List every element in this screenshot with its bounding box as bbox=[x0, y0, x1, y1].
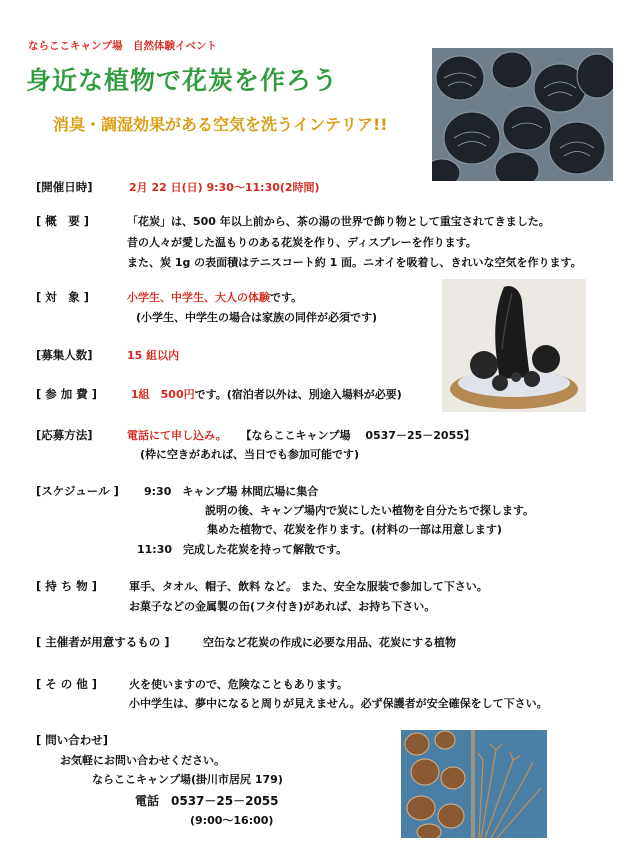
fee-value bbox=[131, 386, 402, 402]
other-label: [ そ の 他 ] bbox=[36, 677, 98, 691]
provided-value: 空缶など花炭の作成に必要な用品、花炭にする植物 bbox=[203, 636, 456, 649]
pinecone-charcoal-photo bbox=[432, 48, 613, 181]
target-label: [ 対 象 ] bbox=[36, 290, 90, 304]
items-line-1: 軍手、タオル、帽子、飲料 など。 また、安全な服装で参加して下さい。 bbox=[129, 580, 488, 593]
inquiry-hours: (9:00～16:00) bbox=[190, 814, 274, 827]
fee-suffix: です。(宿泊者以外は、別途入場料が必要) bbox=[194, 388, 402, 401]
schedule-line-4: 11:30 完成した花炭を持って解散です。 bbox=[137, 543, 348, 556]
fee-label: [ 参 加 費 ] bbox=[36, 387, 98, 401]
page-subtitle: 消臭・調湿効果がある空気を洗うインテリア!! bbox=[53, 115, 388, 134]
dried-plants-photo bbox=[401, 730, 547, 838]
page-title: 身近な植物で花炭を作ろう bbox=[26, 66, 339, 95]
event-header: ならここキャンプ場 自然体験イベント bbox=[28, 40, 217, 52]
items-line-2: お菓子などの金属製の缶(フタ付き)があれば、お持ち下さい。 bbox=[129, 600, 436, 613]
inquiry-phone: 電話 0537－25－2055 bbox=[135, 794, 279, 808]
date-value: 2月 22 日(日) 9:30～11:30(2時間) bbox=[129, 181, 320, 194]
fee-highlight: 1組 500円 bbox=[131, 388, 195, 401]
target-note: (小学生、中学生の場合は家族の同伴が必須です) bbox=[136, 311, 378, 324]
apply-value bbox=[127, 427, 475, 443]
other-line-2: 小中学生は、夢中になると周りが見えません。必ず保護者が安全確保をして下さい。 bbox=[129, 697, 548, 710]
schedule-label: [スケジュール ] bbox=[36, 484, 119, 498]
overview-label: [ 概 要 ] bbox=[36, 214, 90, 228]
overview-line-2: 昔の人々が愛した温もりのある花炭を作り、ディスプレーを作ります。 bbox=[127, 236, 477, 249]
inquiry-label: [ 問い合わせ] bbox=[36, 733, 109, 747]
schedule-line-1: 9:30 キャンプ場 林間広場に集合 bbox=[144, 485, 319, 498]
date-label: [開催日時] bbox=[36, 180, 93, 194]
schedule-line-2: 説明の後、キャンプ場内で炭にしたい植物を自分たちで探します。 bbox=[205, 504, 535, 517]
apply-label: [応募方法] bbox=[36, 428, 93, 442]
inquiry-line-1: お気軽にお問い合わせください。 bbox=[60, 754, 225, 767]
apply-contact: 【ならここキャンプ場 0537－25－2055】 bbox=[240, 429, 475, 442]
charcoal-arrangement-photo bbox=[442, 279, 586, 412]
target-highlight: 小学生、中学生、大人の体験 bbox=[127, 291, 270, 304]
inquiry-line-2: ならここキャンプ場(掛川市居尻 179) bbox=[92, 773, 283, 786]
capacity-label: [募集人数] bbox=[36, 348, 93, 362]
apply-note: (枠に空きがあれば、当日でも参加可能です) bbox=[140, 448, 360, 461]
provided-label: [ 主催者が用意するもの ] bbox=[36, 635, 170, 649]
items-label: [ 持 ち 物 ] bbox=[36, 579, 98, 593]
overview-line-1: 「花炭」は、500 年以上前から、茶の湯の世界で飾り物として重宝されてきました。 bbox=[127, 215, 550, 228]
other-line-1: 火を使いますので、危険なこともあります。 bbox=[129, 678, 348, 691]
capacity-value: 15 組以内 bbox=[127, 349, 180, 362]
target-suffix: です。 bbox=[270, 291, 303, 304]
apply-highlight: 電話にて申し込み。 bbox=[127, 429, 227, 442]
schedule-line-3: 集めた植物で、花炭を作ります。(材料の一部は用意します) bbox=[207, 523, 502, 536]
overview-line-3: また、炭 1g の表面積はテニスコート約 1 面。ニオイを吸着し、きれいな空気を作ります。 bbox=[127, 256, 582, 269]
target-value bbox=[127, 289, 302, 305]
